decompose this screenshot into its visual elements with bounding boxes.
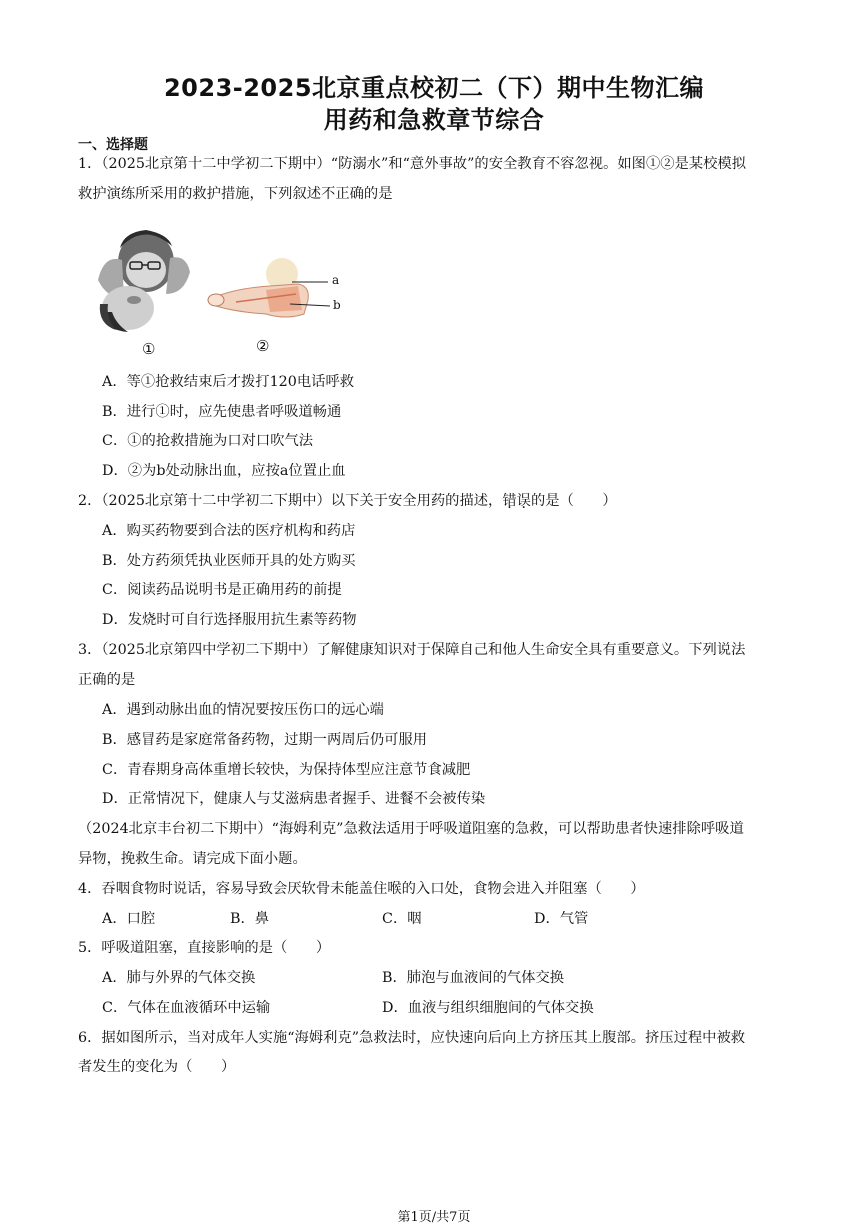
q3-option-b: B．感冒药是家庭常备药物，过期一两周后仍可服用 <box>102 732 428 748</box>
q3-stem-line2: 正确的是 <box>78 672 136 688</box>
passage-intro-line2: 异物，挽救生命。请完成下面小题。 <box>78 851 307 867</box>
q5-option-d: D．血液与组织细胞间的气体交换 <box>382 1000 594 1016</box>
q5-option-a: A．肺与外界的气体交换 <box>102 970 256 986</box>
q4-option-a: A．口腔 <box>102 911 156 927</box>
q1-stem-line1: 1．（2025北京第十二中学初二下期中）“防溺水”和“意外事故”的安全教育不容忽视。如图①②是某校模拟 <box>78 156 747 172</box>
page-footer: 第1页/共7页 <box>397 1210 471 1225</box>
figure-mark-b: b <box>333 298 341 312</box>
q2-stem <box>78 491 617 511</box>
q2-emphasis-char-2: 误 <box>516 493 531 509</box>
q2-option-d: D．发烧时可自行选择服用抗生素等药物 <box>102 612 357 628</box>
section-heading: 一、选择题 <box>78 137 148 153</box>
q2-option-a: A．购买药物要到合法的医疗机构和药店 <box>102 523 356 539</box>
passage-intro-line1: （2024北京丰台初二下期中）“海姆利克”急救法适用于呼吸道阻塞的急救，可以帮助患者快速排除呼吸道 <box>78 821 744 837</box>
q3-option-c: C．青春期身高体重增长较快，为保持体型应注意节食减肥 <box>102 762 471 778</box>
q5-stem: 5．呼吸道阻塞，直接影响的是（ ） <box>78 940 331 956</box>
page-subtitle: 用药和急救章节综合 <box>323 106 545 134</box>
q4-stem: 4．吞咽食物时说话，容易导致会厌软骨未能盖住喉的入口处，食物会进入并阻塞（ ） <box>78 881 645 897</box>
q5-option-b: B．肺泡与血液间的气体交换 <box>382 970 565 986</box>
figure-label-1: ① <box>142 340 156 358</box>
q2-option-b: B．处方药须凭执业医师开具的处方购买 <box>102 553 356 569</box>
q5-option-c: C．气体在血液循环中运输 <box>102 1000 271 1016</box>
q2-emphasis-char-1: 错 <box>502 493 517 509</box>
q3-stem-line1: 3．（2025北京第四中学初二下期中）了解健康知识对于保障自己和他人生命安全具有重要意义。下列说法 <box>78 642 746 658</box>
q4-option-b: B．鼻 <box>230 911 270 927</box>
q1-stem-line2: 救护演练所采用的救护措施，下列叙述不正确的是 <box>78 186 393 202</box>
q2-option-c: C．阅读药品说明书是正确用药的前提 <box>102 582 342 598</box>
q3-option-a: A．遇到动脉出血的情况要按压伤口的远心端 <box>102 702 384 718</box>
q1-option-b: B．进行①时，应先使患者呼吸道畅通 <box>102 404 342 420</box>
q6-stem-line2: 者发生的变化为（ ） <box>78 1059 236 1075</box>
q4-option-d: D．气管 <box>534 911 589 927</box>
q3-option-d: D．正常情况下，健康人与艾滋病患者握手、进餐不会被传染 <box>102 791 486 807</box>
page-title: 2023-2025北京重点校初二（下）期中生物汇编 <box>163 74 705 102</box>
figure-arm-bleeding <box>206 254 346 330</box>
q1-option-a: A．等①抢救结束后才拨打120电话呼救 <box>102 374 355 390</box>
q4-option-c: C．咽 <box>382 911 422 927</box>
q2-stem-post: 的是（ ） <box>530 493 617 509</box>
figure-mark-a: a <box>332 273 340 287</box>
q1-option-d: D．②为b处动脉出血，应按a位置止血 <box>102 463 346 479</box>
figure-mouth-to-mouth <box>94 220 194 334</box>
figure-label-2: ② <box>256 337 270 355</box>
q6-stem-line1: 6．据如图所示，当对成年人实施“海姆利克”急救法时，应快速向后向上方挤压其上腹部。挤压过程中被救 <box>78 1030 746 1046</box>
q1-option-c: C．①的抢救措施为口对口吹气法 <box>102 433 314 449</box>
q2-stem-pre: 2．（2025北京第十二中学初二下期中）以下关于安全用药的描述， <box>78 493 503 509</box>
